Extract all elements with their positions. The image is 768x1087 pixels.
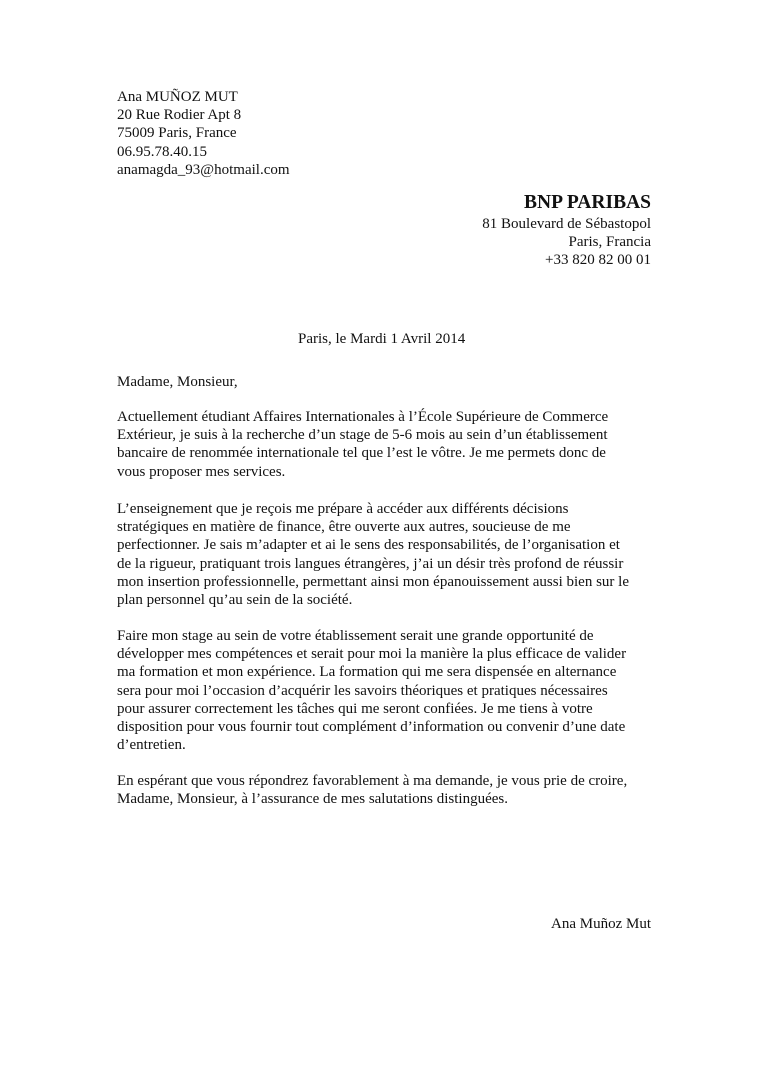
paragraph-4 xyxy=(117,772,627,808)
letter-date: Paris, le Mardi 1 Avril 2014 xyxy=(298,331,466,347)
recipient-city: Paris, Francia xyxy=(568,234,651,251)
text-line: Madame, Monsieur, à l’assurance de mes salutations distinguées. xyxy=(117,791,508,808)
recipient-name: BNP PARIBAS xyxy=(524,192,651,213)
recipient-street: 81 Boulevard de Sébastopol xyxy=(482,216,651,232)
text-line: stratégiques en matière de finance, être ouverte aux autres, soucieuse de me xyxy=(117,519,571,536)
text-line: disposition pour vous fournir tout complément d’information ou convenir d’une date xyxy=(117,718,626,735)
sender-street: 20 Rue Rodier Apt 8 xyxy=(117,107,242,124)
sender-city: 75009 Paris, France xyxy=(117,125,237,142)
sender-phone: 06.95.78.40.15 xyxy=(117,143,207,160)
paragraph-1 xyxy=(117,408,608,481)
sender-email: anamagda_93@hotmail.com xyxy=(117,161,290,178)
paragraph-2 xyxy=(117,500,629,609)
sender-name: Ana MUÑOZ MUT xyxy=(117,89,238,105)
salutation: Madame, Monsieur, xyxy=(117,374,238,390)
text-line: Extérieur, je suis à la recherche d’un stage de 5-6 mois au sein d’un établissement xyxy=(117,427,608,444)
paragraph-3 xyxy=(117,627,626,754)
recipient-phone: +33 820 82 00 01 xyxy=(545,252,651,269)
text-line: mon insertion professionnelle, permettant ainsi mon épanouissement aussi bien sur le xyxy=(117,573,629,590)
text-line: perfectionner. Je sais m’adapter et ai le sens des responsabilités, de l’organisation et xyxy=(117,537,620,554)
text-line: vous proposer mes services. xyxy=(117,463,286,480)
text-line: bancaire de renommée internationale tel que l’est le vôtre. Je me permets donc de xyxy=(117,445,606,462)
text-line: de la rigueur, pratiquant trois langues étrangères, j’ai un désir très profond de réussir xyxy=(117,555,624,572)
text-line: Faire mon stage au sein de votre établissement serait une grande opportunité de xyxy=(117,628,594,644)
text-line: développer mes compétences et serait pour moi la manière la plus efficace de valider xyxy=(117,646,627,663)
signature: Ana Muñoz Mut xyxy=(551,916,651,932)
sender-address xyxy=(117,88,290,179)
text-line: En espérant que vous répondrez favorablement à ma demande, je vous prie de croire, xyxy=(117,773,628,789)
recipient-address xyxy=(482,191,651,270)
text-line: ma formation et mon expérience. La formation qui me sera dispensée en alternance xyxy=(117,664,617,681)
text-line: plan personnel qu’au sein de la société. xyxy=(117,591,353,608)
text-line: Actuellement étudiant Affaires Internationales à l’École Supérieure de Commerce xyxy=(117,409,609,425)
text-line: sera pour moi l’occasion d’acquérir les savoirs théoriques et pratiques nécessaires xyxy=(117,682,608,699)
text-line: d’entretien. xyxy=(117,737,186,754)
text-line: pour assurer correctement les tâches qui me seront confiées. Je me tiens à votre xyxy=(117,700,593,717)
text-line: L’enseignement que je reçois me prépare à accéder aux différents décisions xyxy=(117,501,569,517)
